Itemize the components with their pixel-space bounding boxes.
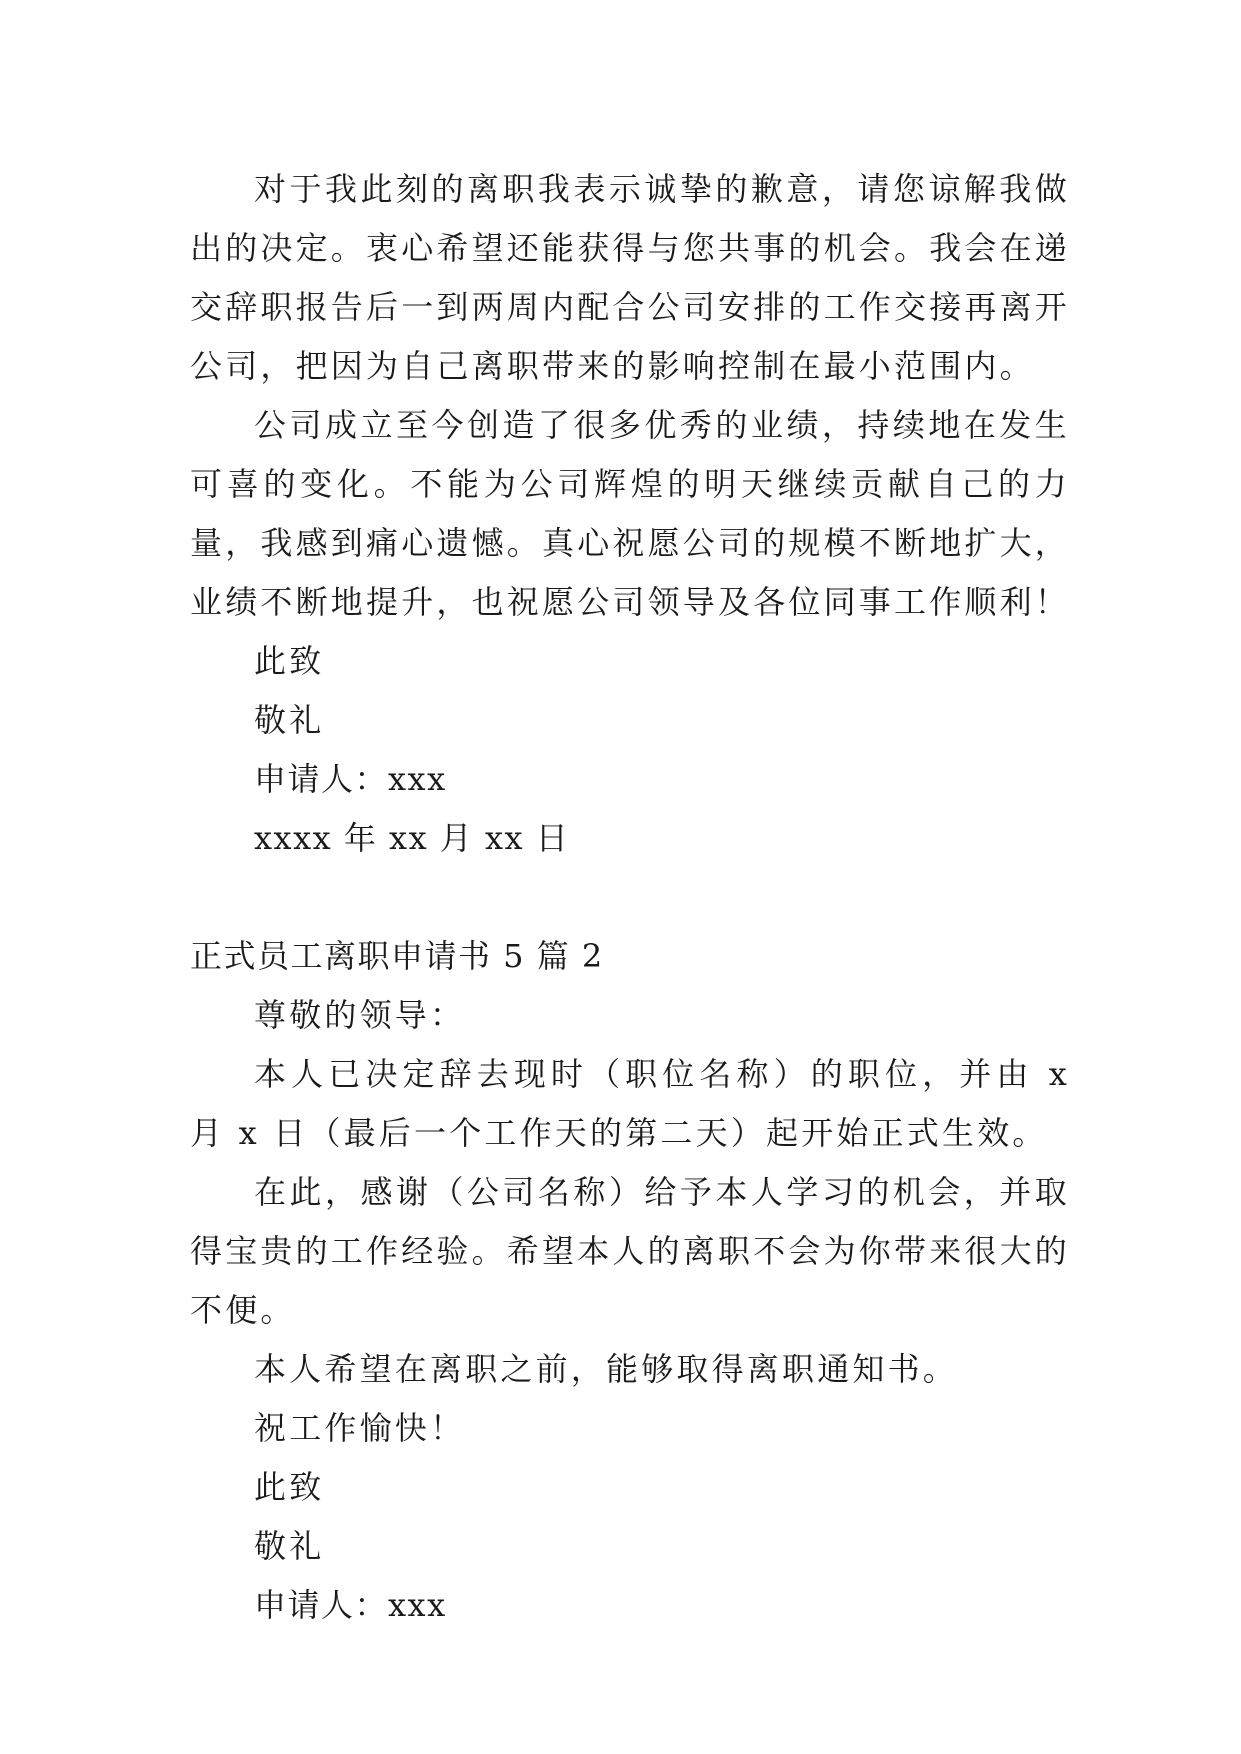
body-paragraph: 对于我此刻的离职我表示诚挚的歉意，请您谅解我做出的决定。衷心希望还能获得与您共事的机会。我会在递交辞职报告后一到两周内配合公司安排的工作交接再离开公司，把因为自己离职带来的影响控制在最小范围内。	[190, 170, 1071, 385]
body-paragraph: 本人已决定辞去现时（职位名称）的职位，并由 x 月 x 日（最后一个工作天的第二天）起开始正式生效。	[190, 1055, 1070, 1152]
body-paragraph: 在此，感谢（公司名称）给予本人学习的机会，并取得宝贵的工作经验。希望本人的离职不会为你带来很大的不便。	[190, 1173, 1071, 1329]
closing-line: 此致	[254, 1468, 325, 1506]
greeting-line: 尊敬的领导：	[254, 996, 466, 1034]
wish-line: 祝工作愉快！	[254, 1409, 466, 1447]
closing-line: 此致	[254, 642, 325, 680]
date-line: xxxx 年 xx 月 xx 日	[254, 819, 570, 857]
applicant-line: 申请人：xxx	[254, 1586, 447, 1624]
salute-line: 敬礼	[254, 1527, 325, 1565]
section-title: 正式员工离职申请书 5 篇 2	[190, 937, 604, 975]
body-line: 本人希望在离职之前，能够取得离职通知书。	[254, 1350, 959, 1388]
applicant-line: 申请人：xxx	[254, 760, 447, 798]
body-paragraph: 公司成立至今创造了很多优秀的业绩，持续地在发生可喜的变化。不能为公司辉煌的明天继续贡献自己的力量，我感到痛心遗憾。真心祝愿公司的规模不断地扩大，业绩不断地提升，也祝愿公司领导及各位同事工作顺利！	[190, 406, 1071, 621]
document-body	[190, 160, 1070, 1635]
salute-line: 敬礼	[254, 701, 325, 739]
